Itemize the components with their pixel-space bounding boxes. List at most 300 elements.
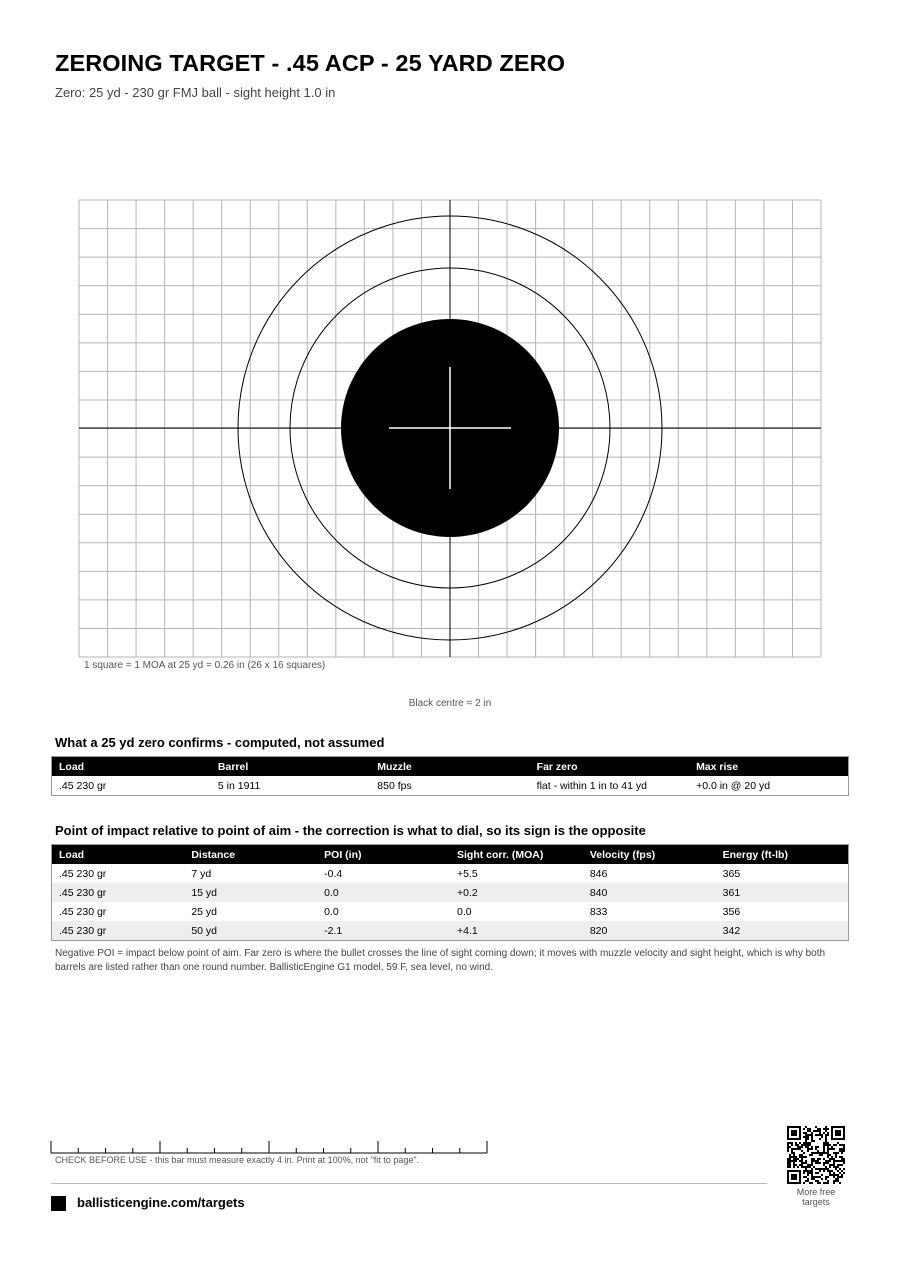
qr-module [789,1142,791,1144]
qr-module [819,1170,821,1172]
qr-module [833,1160,835,1162]
qr-module [811,1136,813,1138]
qr-module [807,1146,809,1148]
qr-module [801,1164,803,1166]
qr-module [807,1178,809,1180]
qr-module [841,1152,843,1154]
qr-module [823,1146,825,1148]
qr-module [815,1160,817,1162]
qr-module [811,1138,813,1140]
qr-code-icon[interactable] [787,1126,845,1184]
qr-module [827,1142,829,1144]
qr-module [805,1180,807,1182]
qr-module [805,1134,807,1136]
qr-module [819,1158,821,1160]
qr-caption-line2: targets [802,1197,830,1207]
qr-module [789,1154,791,1156]
qr-module [833,1182,835,1184]
qr-module [839,1156,841,1158]
qr-module [823,1164,825,1166]
qr-module [821,1154,823,1156]
qr-module [797,1158,799,1160]
qr-module [833,1176,835,1178]
table-cell: 365 [722,867,741,880]
qr-module [827,1180,829,1182]
qr-module [825,1168,827,1170]
qr-module [799,1156,801,1158]
qr-module [793,1156,795,1158]
qr-module [837,1174,839,1176]
qr-module [805,1176,807,1178]
table-cell: -2.1 [317,921,450,941]
qr-module [835,1156,837,1158]
qr-module [841,1176,843,1178]
table-cell: 5 in 1911 [217,779,261,792]
qr-module [789,1156,791,1158]
qr-module [839,1168,841,1170]
qr-module [797,1148,799,1150]
qr-module [827,1168,829,1170]
qr-module [827,1154,829,1156]
qr-module [835,1180,837,1182]
qr-module [787,1142,789,1144]
qr-module [809,1164,811,1166]
qr-module [801,1146,803,1148]
qr-module [819,1130,821,1132]
qr-module [787,1144,789,1146]
zero-col-barrel: Barrel [211,757,370,777]
qr-module [823,1182,825,1184]
qr-module [835,1160,837,1162]
qr-module [827,1144,829,1146]
qr-module [793,1162,795,1164]
qr-module [831,1146,833,1148]
qr-module [839,1176,841,1178]
qr-module [805,1146,807,1148]
qr-module [817,1162,819,1164]
qr-module [807,1128,809,1130]
qr-module [799,1146,801,1148]
scale-bar-instruction: CHECK BEFORE USE - this bar must measure exactly 4 in. Print at 100%, not "fit to page". [55,1155,420,1165]
qr-module [837,1142,839,1144]
qr-module [821,1152,823,1154]
qr-module [841,1174,843,1176]
qr-module [809,1144,811,1146]
table-cell: +5.5 [456,867,478,880]
qr-module [811,1160,813,1162]
qr-module [789,1158,791,1160]
qr-module [809,1170,811,1172]
qr-module [793,1152,795,1154]
qr-module [807,1166,809,1168]
table-cell: 25 yd [191,905,218,918]
qr-module [791,1144,793,1146]
qr-module [805,1132,807,1134]
table-cell: .45 230 gr [59,867,107,880]
qr-module [811,1172,813,1174]
qr-module [833,1162,835,1164]
qr-module [815,1172,817,1174]
qr-module [813,1140,815,1142]
poi-table-heading: Point of impact relative to point of aim - the correction is what to dial, so its sign is the opposite [55,823,646,838]
qr-module [833,1152,835,1154]
table-cell: 820 [583,921,716,941]
qr-module [809,1148,811,1150]
qr-module [819,1138,821,1140]
qr-module [817,1128,819,1130]
qr-module [811,1154,813,1156]
qr-module [789,1160,791,1162]
qr-module [841,1156,843,1158]
qr-module [795,1156,797,1158]
zero-col-max-rise: Max rise [689,757,848,777]
qr-module [825,1178,827,1180]
qr-module [841,1148,843,1150]
qr-module [819,1176,821,1178]
qr-module [825,1166,827,1168]
table-row [52,776,849,796]
qr-module [835,1168,837,1170]
qr-module [831,1174,833,1176]
qr-module [835,1152,837,1154]
qr-module [805,1168,807,1170]
qr-module [817,1182,819,1184]
qr-module [823,1162,825,1164]
qr-module [835,1178,837,1180]
qr-caption-line1: More free [796,1187,836,1197]
qr-module [843,1146,845,1148]
qr-module [805,1170,807,1172]
qr-module [833,1144,835,1146]
qr-module [815,1130,817,1132]
qr-module [827,1170,829,1172]
qr-module [843,1158,845,1160]
qr-module [829,1144,831,1146]
qr-module [791,1152,793,1154]
qr-module [815,1152,817,1154]
qr-module [817,1172,819,1174]
qr-module [805,1140,807,1142]
qr-module [831,1156,833,1158]
table-cell: 50 yd [184,921,317,941]
qr-module [809,1128,811,1130]
site-url-link[interactable]: ballisticengine.com/targets [77,1195,245,1210]
zero-col-far-zero: Far zero [530,757,689,777]
qr-module [809,1182,811,1184]
table-cell: 850 fps [377,779,412,792]
qr-module [795,1144,797,1146]
qr-module [823,1132,825,1134]
table-row [52,902,849,921]
qr-module [803,1136,805,1138]
qr-module [819,1132,821,1134]
qr-module [801,1162,803,1164]
qr-module [831,1158,833,1160]
qr-module [807,1180,809,1182]
qr-module [801,1150,803,1152]
qr-module [827,1160,829,1162]
zero-table-heading: What a 25 yd zero confirms - computed, not assumed [55,735,385,750]
qr-module [817,1180,819,1182]
qr-module [811,1164,813,1166]
table-cell: 0.0 [456,905,472,918]
qr-module [803,1128,805,1130]
table-cell: .45 230 gr [52,883,185,902]
table-row [52,921,849,941]
qr-module [833,1158,835,1160]
qr-finder-core [835,1130,841,1136]
table-cell: +0.2 [450,883,583,902]
qr-finder-core [791,1130,797,1136]
qr-module [799,1154,801,1156]
qr-module [829,1148,831,1150]
qr-module [835,1174,837,1176]
qr-module [805,1166,807,1168]
qr-module [819,1162,821,1164]
qr-module [817,1146,819,1148]
qr-module [789,1164,791,1166]
qr-module [831,1170,833,1172]
qr-module [823,1144,825,1146]
poi-col-sight-corr: Sight corr. (MOA) [450,845,583,865]
qr-module [803,1166,805,1168]
qr-module [817,1134,819,1136]
qr-module [833,1172,835,1174]
poi-col-poi: POI (in) [317,845,450,865]
qr-module [809,1172,811,1174]
qr-module [811,1158,813,1160]
qr-module [811,1178,813,1180]
qr-module [837,1176,839,1178]
qr-module [831,1148,833,1150]
scale-bar-ruler [51,1141,487,1153]
table-cell: 833 [589,905,608,918]
qr-module [811,1140,813,1142]
qr-module [831,1164,833,1166]
qr-module [805,1156,807,1158]
qr-module [813,1130,815,1132]
qr-module [801,1154,803,1156]
qr-module [793,1160,795,1162]
qr-module [825,1140,827,1142]
qr-module [807,1172,809,1174]
qr-module [807,1150,809,1152]
qr-module [791,1156,793,1158]
qr-module [837,1160,839,1162]
table-cell: 361 [716,883,849,902]
qr-module [815,1162,817,1164]
qr-module [839,1150,841,1152]
qr-module [815,1180,817,1182]
qr-module [811,1134,813,1136]
qr-caption [786,1187,846,1207]
qr-module [825,1160,827,1162]
qr-module [801,1160,803,1162]
qr-module [819,1134,821,1136]
qr-module [843,1148,845,1150]
qr-module [801,1166,803,1168]
qr-module [789,1146,791,1148]
poi-col-distance: Distance [184,845,317,865]
qr-module [837,1164,839,1166]
qr-module [799,1164,801,1166]
qr-module [825,1152,827,1154]
qr-module [839,1172,841,1174]
qr-module [829,1160,831,1162]
qr-module [787,1164,789,1166]
qr-module [805,1142,807,1144]
qr-module [843,1168,845,1170]
page-subtitle: Zero: 25 yd - 230 gr FMJ ball - sight height 1.0 in [55,85,336,100]
qr-module [827,1150,829,1152]
qr-module [823,1170,825,1172]
qr-module [827,1128,829,1130]
qr-module [829,1174,831,1176]
qr-module [805,1162,807,1164]
qr-module [797,1166,799,1168]
qr-module [837,1178,839,1180]
qr-module [833,1166,835,1168]
qr-module [787,1160,789,1162]
poi-col-velocity: Velocity (fps) [583,845,716,865]
qr-module [809,1142,811,1144]
qr-module [787,1158,789,1160]
qr-module [803,1156,805,1158]
qr-module [789,1166,791,1168]
qr-module [825,1144,827,1146]
qr-module [835,1154,837,1156]
table-cell: +4.1 [450,921,583,941]
qr-module [807,1148,809,1150]
qr-module [807,1138,809,1140]
qr-module [797,1146,799,1148]
qr-module [791,1148,793,1150]
qr-module [839,1160,841,1162]
qr-module [815,1134,817,1136]
qr-module [795,1160,797,1162]
qr-module [791,1160,793,1162]
qr-module [837,1152,839,1154]
qr-module [827,1176,829,1178]
qr-module [825,1126,827,1128]
page-title: ZEROING TARGET - .45 ACP - 25 YARD ZERO [55,50,566,76]
qr-module [825,1136,827,1138]
qr-module [815,1146,817,1148]
qr-module [807,1136,809,1138]
qr-module [811,1176,813,1178]
qr-module [803,1144,805,1146]
qr-module [821,1178,823,1180]
qr-module [835,1166,837,1168]
qr-module [827,1134,829,1136]
qr-module [791,1150,793,1152]
qr-module [817,1150,819,1152]
qr-module [829,1154,831,1156]
qr-module [821,1174,823,1176]
qr-module [793,1166,795,1168]
qr-module [805,1126,807,1128]
qr-module [833,1148,835,1150]
qr-module [819,1182,821,1184]
qr-module [815,1148,817,1150]
qr-module [807,1164,809,1166]
qr-module [811,1182,813,1184]
table-cell: 0.0 [317,883,450,902]
qr-module [803,1176,805,1178]
qr-module [799,1142,801,1144]
qr-module [829,1158,831,1160]
table-cell: 840 [583,883,716,902]
qr-module [823,1148,825,1150]
qr-module [805,1138,807,1140]
qr-module [809,1134,811,1136]
qr-module [813,1158,815,1160]
qr-module [811,1168,813,1170]
qr-module [803,1132,805,1134]
qr-module [795,1158,797,1160]
qr-module [825,1176,827,1178]
qr-module [791,1142,793,1144]
qr-module [823,1128,825,1130]
qr-module [803,1170,805,1172]
qr-module [821,1134,823,1136]
qr-module [789,1162,791,1164]
qr-module [839,1164,841,1166]
qr-module [803,1162,805,1164]
table-cell: .45 230 gr [52,921,185,941]
qr-module [833,1180,835,1182]
qr-module [817,1176,819,1178]
qr-module [825,1130,827,1132]
qr-module [819,1154,821,1156]
table-cell: 7 yd [191,867,212,880]
qr-module [827,1152,829,1154]
poi-table [51,844,849,941]
qr-module [817,1168,819,1170]
qr-module [825,1162,827,1164]
qr-module [793,1154,795,1156]
qr-module [787,1166,789,1168]
table-cell: -0.4 [324,867,343,880]
qr-module [841,1160,843,1162]
qr-module [787,1146,789,1148]
qr-module [805,1160,807,1162]
table-cell: 342 [716,921,849,941]
qr-module [827,1148,829,1150]
qr-module [839,1182,841,1184]
qr-module [829,1164,831,1166]
table-cell: 846 [589,867,608,880]
qr-module [809,1154,811,1156]
qr-module [825,1182,827,1184]
qr-module [841,1144,843,1146]
qr-module [827,1132,829,1134]
qr-module [807,1130,809,1132]
qr-module [795,1164,797,1166]
qr-module [829,1172,831,1174]
poi-col-energy: Energy (ft-lb) [716,845,849,865]
qr-module [801,1144,803,1146]
qr-module [811,1152,813,1154]
table-cell: 15 yd [184,883,317,902]
table-row [52,883,849,902]
qr-module [819,1152,821,1154]
qr-module [825,1134,827,1136]
qr-module [811,1132,813,1134]
qr-module [825,1138,827,1140]
qr-module [817,1130,819,1132]
qr-module [807,1144,809,1146]
